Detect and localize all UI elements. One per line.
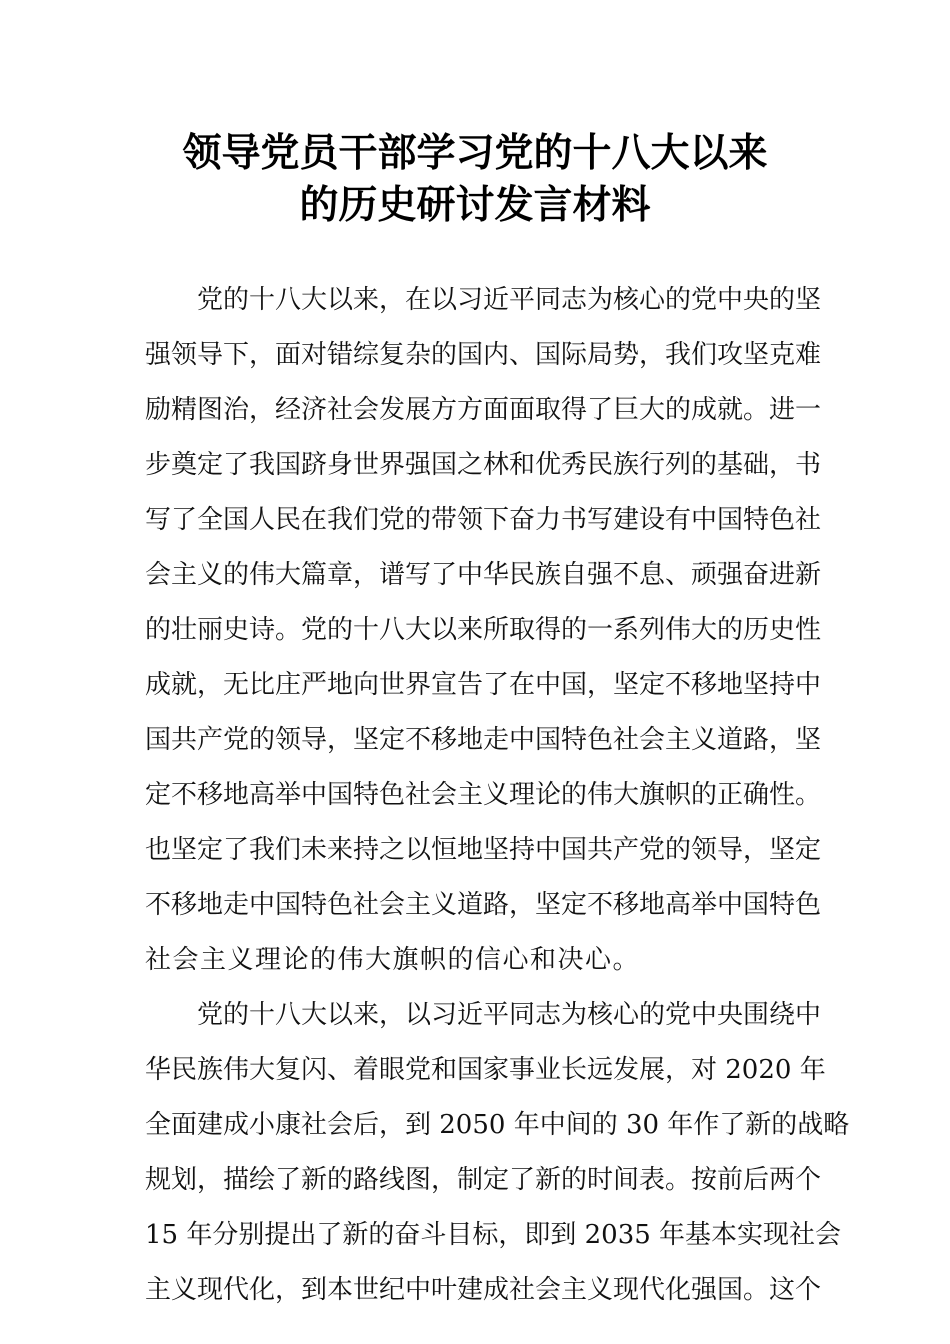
paragraph-line: 15 年分别提出了新的奋斗目标，即到 2035 年基本实现社会 [145, 1220, 842, 1250]
paragraph-line: 会主义的伟大篇章，谱写了中华民族自强不息、顽强奋进新 [145, 560, 822, 590]
paragraph-line: 国共产党的领导，坚定不移地走中国特色社会主义道路，坚 [145, 725, 822, 755]
paragraph-line: 定不移地高举中国特色社会主义理论的伟大旗帜的正确性。 [145, 780, 822, 810]
paragraph-line: 党的十八大以来，在以习近平同志为核心的党中央的坚 [197, 285, 822, 315]
paragraph-line: 规划，描绘了新的路线图，制定了新的时间表。按前后两个 [145, 1165, 822, 1195]
document-title-line-1: 领导党员干部学习党的十八大以来 [182, 131, 768, 176]
paragraph-line: 强领导下，面对错综复杂的国内、国际局势，我们攻坚克难 [145, 340, 822, 370]
paragraph-line: 全面建成小康社会后，到 2050 年中间的 30 年作了新的战略 [145, 1110, 850, 1140]
paragraph-line: 的壮丽史诗。党的十八大以来所取得的一系列伟大的历史性 [145, 615, 822, 645]
paragraph-line: 也坚定了我们未来持之以恒地坚持中国共产党的领导，坚定 [145, 835, 822, 865]
paragraph-line: 主义现代化，到本世纪中叶建成社会主义现代化强国。这个 [145, 1275, 822, 1305]
paragraph-line: 写了全国人民在我们党的带领下奋力书写建设有中国特色社 [145, 505, 822, 535]
paragraph-line: 成就，无比庄严地向世界宣告了在中国，坚定不移地坚持中 [145, 670, 822, 700]
paragraph-line: 励精图治，经济社会发展方方面面取得了巨大的成就。进一 [145, 395, 822, 425]
paragraph-line: 华民族伟大复闪、着眼党和国家事业长远发展，对 2020 年 [145, 1055, 826, 1085]
document-title-line-2: 的历史研讨发言材料 [299, 183, 651, 228]
paragraph-line: 社会主义理论的伟大旗帜的信心和决心。 [145, 945, 641, 975]
paragraph-line: 党的十八大以来，以习近平同志为核心的党中央围绕中 [197, 1000, 822, 1030]
paragraph-line: 不移地走中国特色社会主义道路，坚定不移地高举中国特色 [145, 890, 822, 920]
paragraph-line: 步奠定了我国跻身世界强国之林和优秀民族行列的基础，书 [145, 450, 822, 480]
